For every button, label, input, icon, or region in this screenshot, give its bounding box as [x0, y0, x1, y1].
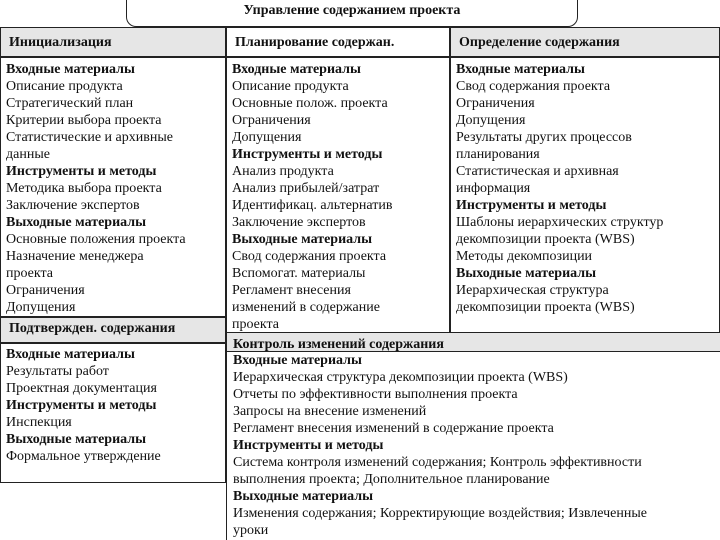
- section-heading: Инструменты и методы: [232, 147, 383, 162]
- section-heading: Входные материалы: [232, 62, 361, 77]
- diagram-title: Управление содержанием проекта: [126, 0, 578, 27]
- list-item: Результаты работ: [6, 364, 109, 379]
- list-item: декомпозиции проекта (WBS): [456, 300, 635, 315]
- list-item: Описание продукта: [232, 79, 349, 94]
- list-item: проекта: [232, 317, 279, 332]
- change-control-header: Контроль изменений содержания: [227, 332, 720, 352]
- change-control-list: [233, 352, 720, 539]
- list-item: изменений в содержание: [232, 300, 380, 315]
- list-item: Описание продукта: [6, 79, 123, 94]
- list-item: Инспекция: [6, 415, 72, 430]
- section-heading: Инструменты и методы: [6, 164, 157, 179]
- definition-list: [456, 61, 663, 316]
- list-item: Система контроля изменений содержания; Контроль эффективности: [233, 455, 642, 470]
- list-item: Методы декомпозиции: [456, 249, 593, 264]
- list-item: Свод содержания проекта: [456, 79, 611, 94]
- section-heading: Выходные материалы: [6, 215, 147, 230]
- list-item: Анализ продукта: [232, 164, 334, 179]
- list-item: Идентификац. альтернатив: [232, 198, 393, 213]
- list-item: Статистические и архивные: [6, 130, 173, 145]
- list-item: Методика выбора проекта: [6, 181, 162, 196]
- list-item: Свод содержания проекта: [232, 249, 387, 264]
- list-item: декомпозиции проекта (WBS): [456, 232, 635, 247]
- list-item: проекта: [6, 266, 53, 281]
- list-item: Результаты других процессов: [456, 130, 632, 145]
- list-item: Анализ прибылей/затрат: [232, 181, 380, 196]
- list-item: Назначение менеджера: [6, 249, 144, 264]
- change-control-box: [226, 332, 720, 540]
- section-heading: Выходные материалы: [232, 232, 373, 247]
- list-item: Допущения: [456, 113, 526, 128]
- list-item: Запросы на внесение изменений: [233, 404, 427, 419]
- section-heading: Выходные материалы: [6, 432, 147, 447]
- list-item: данные: [6, 147, 50, 162]
- list-item: Заключение экспертов: [6, 198, 140, 213]
- planning-list: [232, 61, 392, 333]
- list-item: Иерархическая структура декомпозиции проекта (WBS): [233, 370, 568, 385]
- list-item: Ограничения: [232, 113, 311, 128]
- list-item: Регламент внесения изменений в содержание проекта: [233, 421, 554, 436]
- list-item: Статистическая и архивная: [456, 164, 619, 179]
- section-heading: Выходные материалы: [456, 266, 597, 281]
- list-item: Заключение экспертов: [232, 215, 366, 230]
- section-heading: Инструменты и методы: [233, 438, 384, 453]
- list-item: Формальное утверждение: [6, 449, 161, 464]
- list-item: Шаблоны иерархических структур: [456, 215, 664, 230]
- list-item: Основные полож. проекта: [232, 96, 388, 111]
- verification-header: Подтвержден. содержания: [0, 317, 226, 343]
- section-heading: Выходные материалы: [233, 489, 374, 504]
- list-item: уроки: [233, 523, 269, 538]
- planning-header: Планирование содержан.: [226, 27, 450, 57]
- list-item: Ограничения: [456, 96, 535, 111]
- list-item: Допущения: [232, 130, 302, 145]
- list-item: информация: [456, 181, 531, 196]
- section-heading: Входные материалы: [6, 347, 135, 362]
- verification-list: [6, 346, 161, 465]
- list-item: Допущения: [6, 300, 76, 315]
- section-heading: Входные материалы: [233, 353, 362, 368]
- list-item: Стратегический план: [6, 96, 134, 111]
- list-item: Критерии выбора проекта: [6, 113, 162, 128]
- list-item: Иерархическая структура: [456, 283, 609, 298]
- section-heading: Входные материалы: [456, 62, 585, 77]
- definition-header: Определение содержания: [450, 27, 720, 57]
- list-item: Проектная документация: [6, 381, 157, 396]
- list-item: Отчеты по эффективности выполнения проекта: [233, 387, 518, 402]
- section-heading: Инструменты и методы: [6, 398, 157, 413]
- list-item: Ограничения: [6, 283, 85, 298]
- initiation-header: Инициализация: [0, 27, 226, 57]
- section-heading: Инструменты и методы: [456, 198, 607, 213]
- list-item: Изменения содержания; Корректирующие воздействия; Извлеченные: [233, 506, 647, 521]
- list-item: Вспомогат. материалы: [232, 266, 366, 281]
- list-item: Основные положения проекта: [6, 232, 186, 247]
- list-item: планирования: [456, 147, 540, 162]
- section-heading: Входные материалы: [6, 62, 135, 77]
- list-item: Регламент внесения: [232, 283, 351, 298]
- list-item: выполнения проекта; Дополнительное планирование: [233, 472, 550, 487]
- initiation-list: [6, 61, 186, 316]
